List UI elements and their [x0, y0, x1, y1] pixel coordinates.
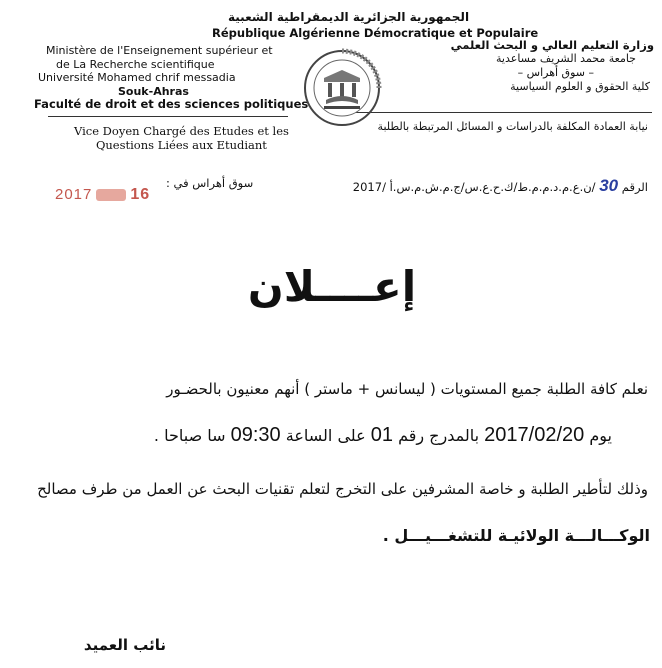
vice-dean-ar: نيابة العمادة المكلفة بالدراسات و المسائل المرتبطة بالطلبة: [377, 120, 648, 133]
republic-french: République Algérienne Démocratique et Populaire: [212, 26, 539, 40]
body-line-1: نعلم كافة الطلبة جميع المستويات ( ليسانس + ماستر ) أنهم معنيون بالحضـور: [166, 380, 648, 398]
university-name-ar: جامعة محمد الشريف مساعدية: [496, 52, 636, 65]
stamp-day: 16: [130, 186, 151, 203]
faculty-fr: Faculté de droit et des sciences politiques: [34, 97, 309, 111]
signature-title: نائب العميد: [83, 636, 166, 654]
vice-dean-line-1: Vice Doyen Chargé des Etudes et les: [74, 124, 289, 138]
republic-arabic: الجمهورية الجزائرية الديمقراطية الشعبية: [228, 10, 470, 24]
vice-dean-line-2: Questions Liées aux Etudiant: [95, 138, 267, 152]
ministry-ar: وزارة التعليم العالي و البحث العلمي: [450, 38, 654, 52]
city-ar: – سوق أهراس –: [517, 66, 594, 79]
header-right-arabic: [450, 38, 654, 94]
event-date: 2017/02/20: [484, 424, 585, 446]
announcement-title: إعــــلان: [247, 262, 417, 311]
body-line-2-mid: بالمدرج رقم: [398, 426, 480, 445]
reference-code: /ن.ع.م.د.م.م.ط/ك.ح.ع.س/ج.م.ش.م.س.أ /2017: [352, 180, 596, 194]
body-line-2-start: يوم: [589, 426, 612, 445]
city-fr: Souk-Ahras: [118, 84, 189, 98]
stamp-year: 2017: [55, 186, 93, 203]
ministry-line-2: de La Recherche scientifique: [56, 57, 215, 71]
reference-line: [353, 176, 648, 196]
faculty-ar: كلية الحقوق و العلوم السياسية: [510, 80, 650, 93]
ministry-line-1: Ministère de l'Enseignement supérieur et: [46, 44, 273, 57]
body-line-3: وذلك لتأطير الطلبة و خاصة المشرفين على التخرج لتعلم تقنيات البحث عن العمل من طرف مصالح: [37, 480, 648, 498]
room-number: 01: [370, 424, 393, 446]
university-logo: [302, 48, 382, 128]
body-line-4: الوكـــالـــة الولائيـة للتشغـــيـــل .: [382, 526, 650, 545]
stamp-blot: [96, 189, 126, 201]
event-time: 09:30: [230, 424, 281, 446]
university-name-fr: Université Mohamed chrif messadia: [38, 71, 236, 84]
place-date-label: سوق أهراس في :: [166, 176, 254, 190]
date-stamp: [55, 186, 150, 204]
divider-right: [356, 112, 652, 113]
vice-dean-fr: [74, 124, 289, 152]
reference-prefix: الرقم: [621, 180, 648, 194]
header-left-french: [34, 44, 309, 112]
body-line-2-end: سا صباحا .: [153, 426, 226, 445]
time-label: على الساعة: [285, 426, 366, 445]
divider-left: [48, 116, 288, 117]
reference-number: 30: [599, 176, 619, 195]
body-line-2: [154, 424, 612, 447]
